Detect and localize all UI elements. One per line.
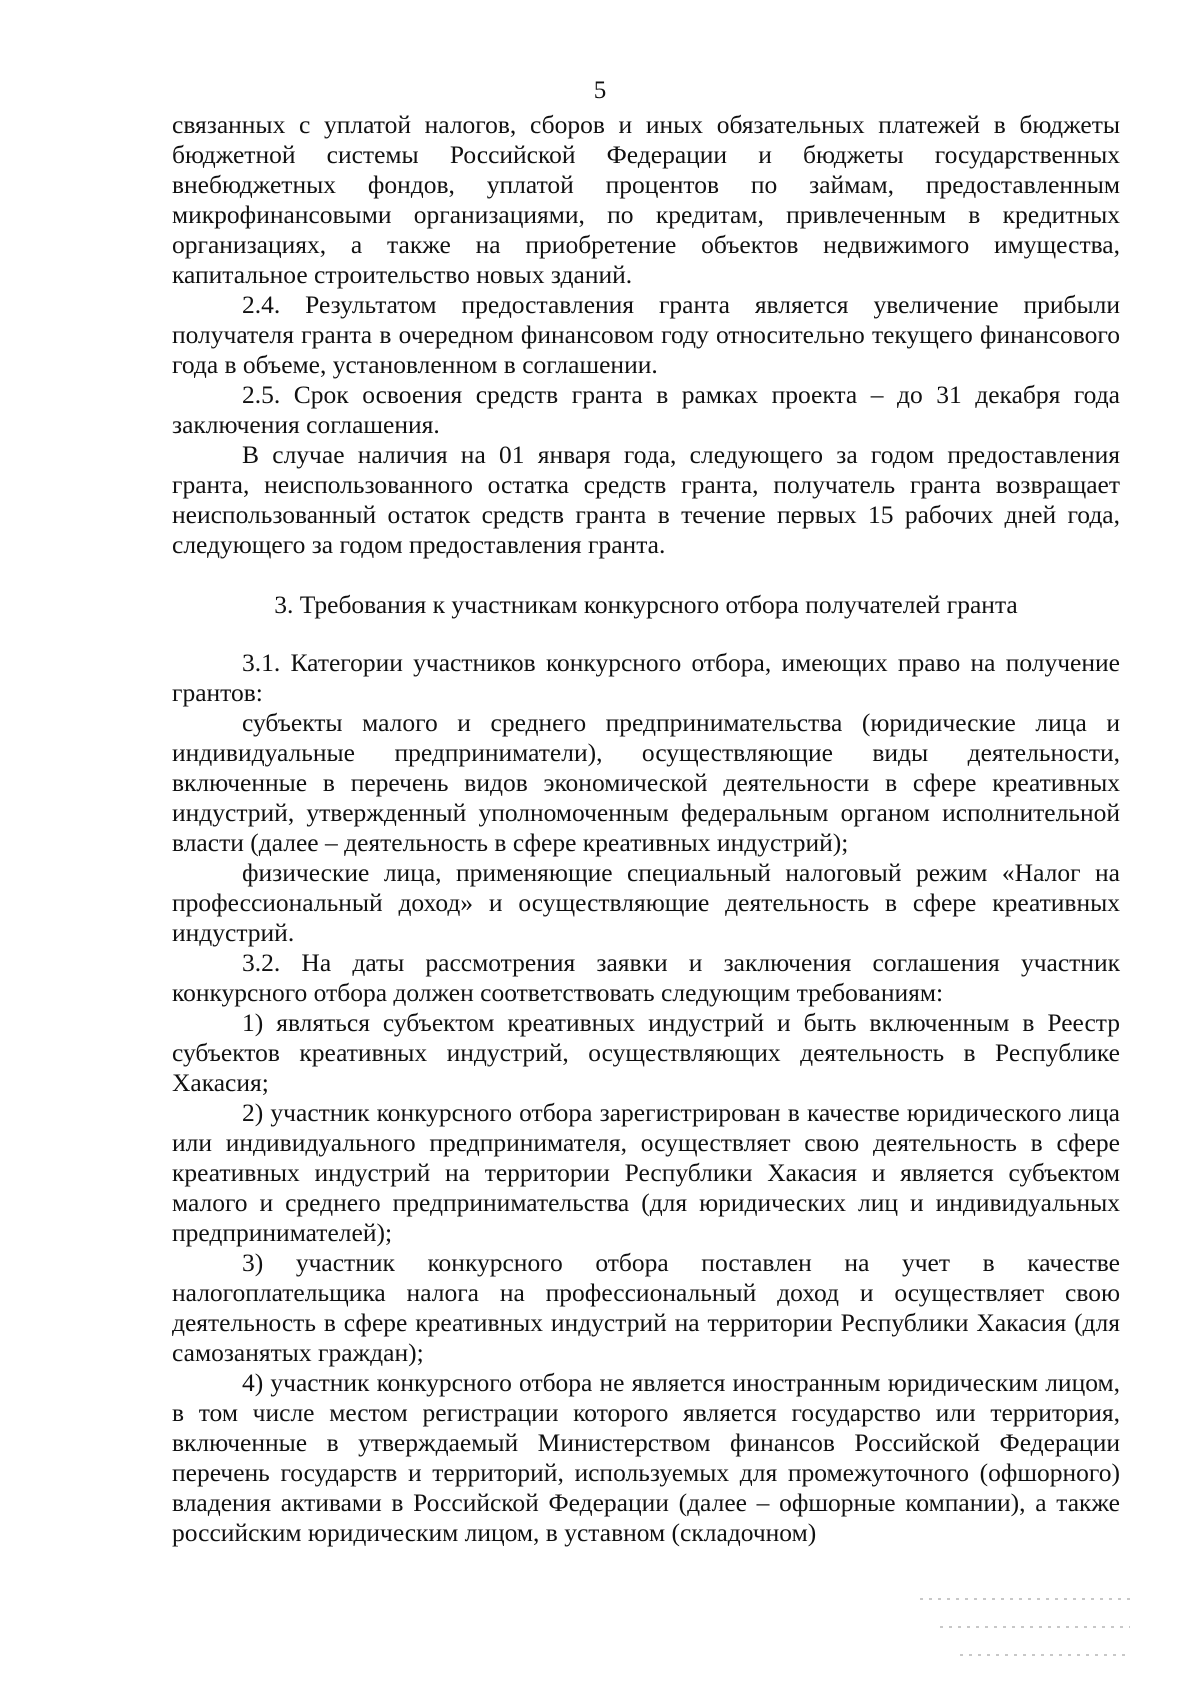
paragraph-unused-balance: В случае наличия на 01 января года, следующего за годом предоставления гранта, неиспользованного остатка средств гранта, получатель гранта возвращает неиспользованный остаток средств гранта в течение первых 15 рабочих дней года, следующего за годом предоставления гранта. [172,440,1120,559]
paragraph-sme-subjects: субъекты малого и среднего предпринимательства (юридические лица и индивидуальные предприниматели), осуществляющие виды деятельности, включенные в перечень видов экономической деятельности в сфере креативных индустрий, утвержденный уполномоченным федеральным органом исполнительной власти (далее – деятельность в сфере креативных индустрий); [172,708,1120,857]
paragraph-2-4: 2.4. Результатом предоставления гранта является увеличение прибыли получателя гранта в очередном финансовом году относительно текущего финансового года в объеме, установленном в соглашении. [172,290,1120,379]
scan-artifact [920,1598,1130,1600]
section-heading: 3. Требования к участникам конкурсного отбора получателей гранта [274,590,1018,619]
document-body [172,110,1120,1548]
scan-artifact [960,1654,1130,1656]
paragraph-3-2: 3.2. На даты рассмотрения заявки и заключения соглашения участник конкурсного отбора должен соответствовать следующим требованиям: [172,948,1120,1007]
paragraph-individuals: физические лица, применяющие специальный налоговый режим «Налог на профессиональный доход» и осуществляющие деятельность в сфере креативных индустрий. [172,858,1120,947]
requirement-1: 1) являться субъектом креативных индустрий и быть включенным в Реестр субъектов креативных индустрий, осуществляющих деятельность в Республике Хакасия; [172,1008,1120,1097]
requirement-2: 2) участник конкурсного отбора зарегистрирован в качестве юридического лица или индивидуального предпринимателя, осуществляет свою деятельность в сфере креативных индустрий на территории Республики Хакасия и является субъектом малого и среднего предпринимательства (для юридических лиц и индивидуальных предпринимателей); [172,1098,1120,1247]
paragraph-2-5: 2.5. Срок освоения средств гранта в рамках проекта – до 31 декабря года заключения соглашения. [172,380,1120,439]
page-number: 5 [593,77,607,104]
requirement-3: 3) участник конкурсного отбора поставлен на учет в качестве налогоплательщика налога на профессиональный доход и осуществляет свою деятельность в сфере креативных индустрий на территории Республики Хакасия (для самозанятых граждан); [172,1248,1120,1367]
requirement-4: 4) участник конкурсного отбора не является иностранным юридическим лицом, в том числе местом регистрации которого является государство или территория, включенные в утверждаемый Министерством финансов Российской Федерации перечень государств и территорий, используемых для промежуточного (офшорного) владения активами в Российской Федерации (далее – офшорные компании), а также российским юридическим лицом, в уставном (складочном) [172,1368,1120,1547]
scan-artifact [940,1626,1130,1628]
paragraph-continuation: связанных с уплатой налогов, сборов и иных обязательных платежей в бюджеты бюджетной системы Российской Федерации и бюджеты государственных внебюджетных фондов, уплатой процентов по займам, предоставленным микрофинансовыми организациями, по кредитам, привлеченным в кредитных организациях, а также на приобретение объектов недвижимого имущества, капитальное строительство новых зданий. [172,110,1120,289]
paragraph-3-1: 3.1. Категории участников конкурсного отбора, имеющих право на получение грантов: [172,648,1120,707]
